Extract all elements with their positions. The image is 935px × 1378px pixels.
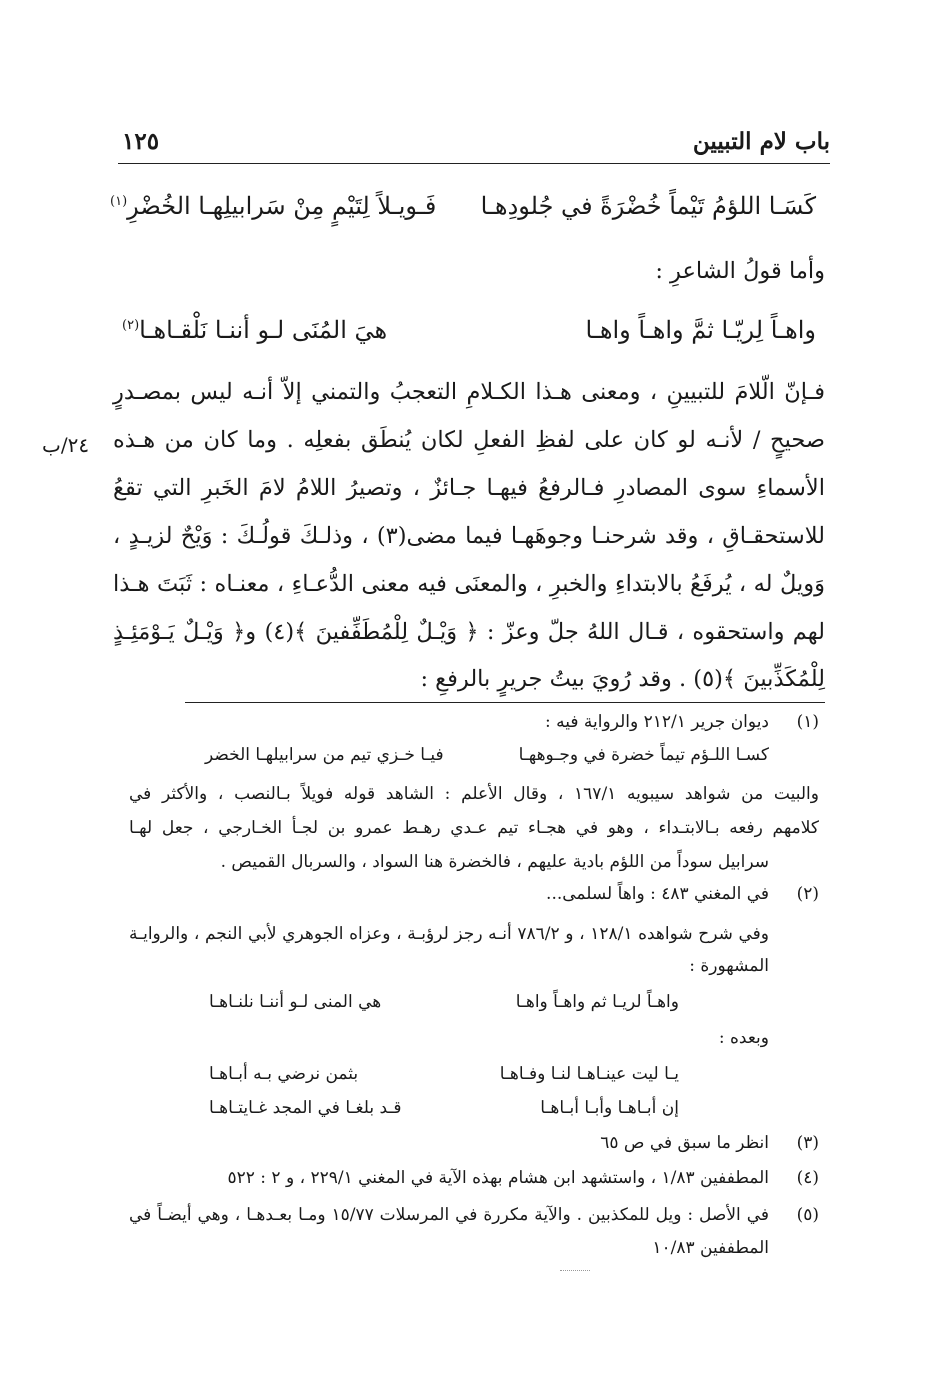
chapter-title: باب لام التبيين — [692, 128, 830, 155]
footnote-ref-2: (٢) — [122, 318, 140, 333]
footnote-2-head: في المغني ٤٨٣ : واهاً لسلمى... — [546, 884, 769, 904]
header-rule — [118, 163, 830, 164]
footnote-4-text: المطففين ١/٨٣ ، واستشهد ابن هشام بهذه الآية في المغني ٢٢٩/١ ، و ٢ : ٥٢٢ — [227, 1168, 769, 1188]
body-line: الأسماءِ سوى المصادرِ فـالرفعُ فيهـا جـائزٌ ، وتصيرُ اللامُ لامَ الخَبرِ التي تقعُ — [113, 475, 825, 501]
footnote-1-line: والبيت من شواهد سيبويه ١٦٧/١ ، وقال الأعلم : الشاهد قوله فويلاً بـالنصب ، والأكثر في — [129, 784, 819, 804]
footnote-1-line: كلامهم رفعه بـالابتـداء ، وهو في هجـاء تيم عـدي رهـط عمرو بن لجـأ الخـارجي ، جعل لهـا — [129, 818, 819, 838]
footnote-1-verse-second: فيـا خـزي تيم من سرابيلهـا الخضر — [205, 745, 444, 765]
verse-2 — [110, 316, 822, 360]
footnote-3-number: (٣) — [796, 1133, 819, 1153]
footnote-2-verse-2-first: يـا ليت عينـاهـا لنـا وفـاهـا — [499, 1064, 679, 1084]
footnote-1-line: سرابيل سوداً من اللؤم بادية عليهم ، فالخضرة هنا السواد ، والسربال القميص . — [220, 852, 769, 872]
verse-1 — [110, 192, 822, 236]
body-line: فـإنّ الّلامَ للتبيينِ ، ومعنى هـذا الكـلامِ التعجبُ والتمني إلاّ أنـه ليس بمصـدرٍ — [113, 379, 825, 405]
body-line: صحيحٍ / لأنـه لو كان على لفظِ الفعلِ لكان يُنطَق بفعلِه . وما كان من هـذه — [113, 427, 825, 453]
margin-folio-note: ٢٤/ب — [42, 433, 90, 457]
footnote-2-verse-1 — [209, 992, 679, 1022]
footnote-1-number: (١) — [796, 712, 819, 732]
verse-1-second-text: فَـويـلاً لِتَيْمٍ مِنْ سَرابيلِهـا الخُضْرِ — [127, 192, 437, 220]
footnote-2-verse-2-second: بثمن نرضي بـه أبـاهـا — [209, 1064, 359, 1084]
intro-line: وأما قولُ الشاعرِ : — [655, 258, 825, 284]
footnote-3-text: انظر ما سبق في ص ٦٥ — [600, 1133, 769, 1153]
footnote-separator — [185, 702, 825, 703]
footnote-2-verse-1-first: واهـاً لريـا ثم واهـاً واهـا — [515, 992, 679, 1012]
page-number: ١٢٥ — [122, 128, 160, 155]
verse-2-first-hemistich: واهـاً لِريّـا ثمَّ واهـاً واهـا — [585, 316, 816, 344]
footnote-1-verse-first: كسـا اللـؤم تيماً خضرة في وجـوههـا — [518, 745, 769, 765]
footnote-2-verse-2 — [209, 1064, 679, 1094]
footnote-2-number: (٢) — [796, 884, 819, 904]
footnote-2-line: وفي شرح شواهده ١٢٨/١ ، و ٧٨٦/٢ أنـه رجز لرؤبـة ، وعزاه الجوهري لأبي النجم ، والروايـة — [129, 924, 769, 944]
body-line: للاستحقـاقِ ، وقد شرحنـا وجوهَهـا فيما مضى(٣) ، وذلـكَ قولُـكَ : وَيْحٌ لزيـدٍ ، — [113, 523, 825, 549]
body-line: لِلْمُكَذِّبينَ ﴾(٥) . وقد رُويَ بيتُ جريرٍ بالرفعِ : — [420, 666, 825, 692]
print-speck — [560, 1270, 590, 1271]
footnote-5-line: المطففين ١٠/٨٣ — [652, 1238, 769, 1258]
verse-1-second-hemistich — [110, 192, 436, 220]
body-line: لهم واستحقوه ، قـال اللهُ جلّ وعزّ : ﴿ وَيْـلٌ لِلْمُطَفِّفينَ ﴾(٤) و﴿ وَيْـلٌ يَـوْمَئِـذٍ — [113, 619, 825, 645]
verse-1-first-hemistich: كَسَـا اللؤمُ تَيْماً خُضْرَةً في جُلودِهـا — [480, 192, 816, 220]
footnote-2-verse-3-first: إن أبـاهـا وأبـا أبـاهـا — [540, 1098, 679, 1118]
footnote-1-head: ديوان جرير ٢١٢/١ والرواية فيه : — [545, 712, 769, 732]
footnote-5-line: في الأصل : ويل للمكذبين . والآية مكررة في المرسلات ١٥/٧٧ ومـا بعـدهـا ، وهي أيضـاً في — [129, 1205, 769, 1225]
verse-2-second-text: هيَ المُنَى لـو أننـا نَلْقـاهـا — [139, 316, 388, 344]
footnote-4-number: (٤) — [796, 1168, 819, 1188]
footnote-5-number: (٥) — [796, 1205, 819, 1225]
footnote-ref-1: (١) — [110, 194, 128, 209]
footnote-2-verse-3 — [209, 1098, 679, 1128]
footnote-1-verse — [169, 745, 769, 775]
verse-2-second-hemistich — [122, 316, 387, 344]
footnote-2-verse-3-second: قـد بلغـا في المجد غـايتـاهـا — [209, 1098, 402, 1118]
footnote-2-verse-1-second: هي المنى لـو أننـا نلنـاهـا — [209, 992, 382, 1012]
running-header — [118, 122, 830, 162]
body-line: وَويلٌ له ، يُرفَعُ بالابتداءِ والخبرِ ، والمعنَى فيه معنى الدُّعـاءِ ، معنـاه : ثَبَتَ هـذا — [113, 571, 825, 597]
footnote-2-line: المشهورة : — [689, 956, 769, 976]
footnote-2-after: وبعده : — [718, 1028, 769, 1048]
